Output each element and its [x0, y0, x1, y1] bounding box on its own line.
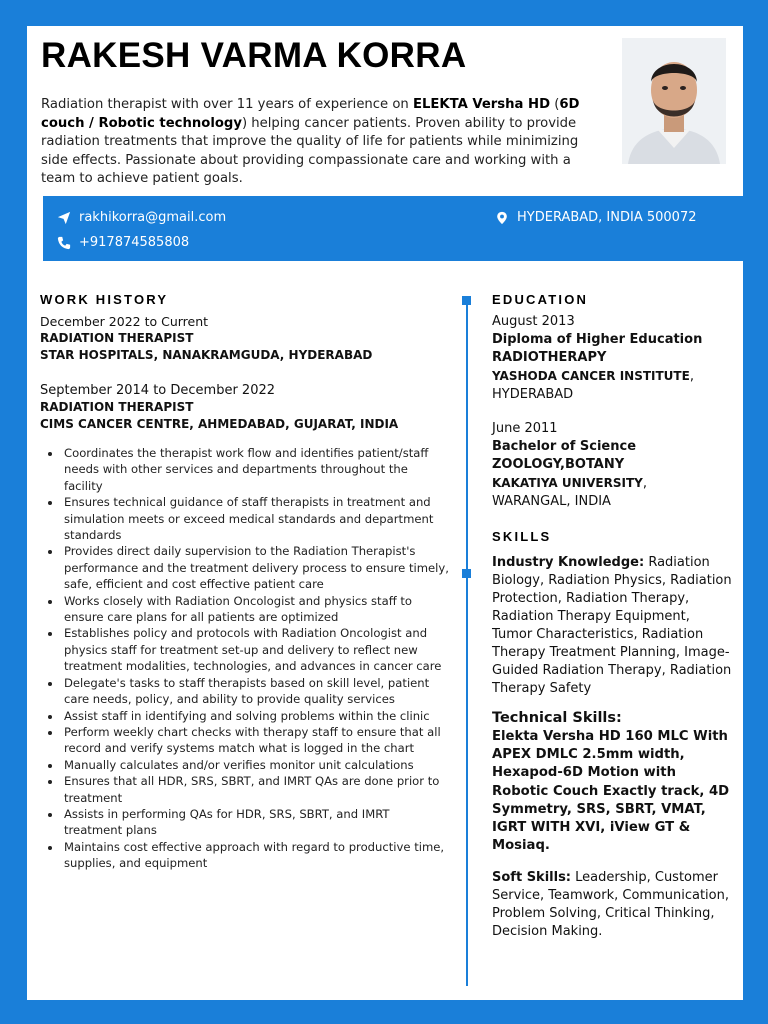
- education-date: June 2011: [492, 421, 558, 436]
- soft-skills: [492, 869, 732, 941]
- technical-skills-text: Elekta Versha HD 160 MLC With APEX DMLC 2.5mm width, Hexapod-6D Motion with Robotic Couch Exactly track, 4D Symmetry, SRS, SBRT, VMAT, IGRT WITH XVI, iView GT & Mosiaq.: [492, 729, 730, 854]
- email-text: rakhikorra@gmail.com: [79, 210, 227, 225]
- list-item: • Delegate's tasks to staff therapists based on skill level, patient care needs, policy, and ability to provide quality services: [62, 675, 450, 708]
- contact-bar: [43, 196, 743, 261]
- profile-photo: [622, 38, 726, 164]
- summary-text: ) helping cancer patients. Proven ability to provide radiation treatments that improve the quality of life for patients while minimizing side effects. Passionate about providing compassionate care and working with a team to achieve patient goals.: [41, 115, 579, 186]
- phone-text: +917874585808: [79, 235, 190, 250]
- education-date: August 2013: [492, 314, 575, 329]
- contact-email[interactable]: [57, 210, 226, 225]
- technical-skills-heading: Technical Skills:: [492, 710, 622, 726]
- education-school: KAKATIYA UNIVERSITY: [492, 476, 643, 490]
- list-item: • Provides direct daily supervision to the Radiation Therapist's performance and the treatment delivery process to ensure timely, safe, efficient and cost effective patient care: [62, 543, 450, 592]
- right-column: [492, 292, 732, 941]
- education-school-line: [492, 367, 732, 386]
- job-role: RADIATION THERAPIST: [40, 400, 194, 414]
- education-field: ZOOLOGY,BOTANY: [492, 457, 625, 472]
- education-degree: Diploma of Higher Education: [492, 332, 703, 347]
- contact-phone[interactable]: [57, 235, 189, 250]
- job-dates: December 2022 to Current: [40, 314, 209, 329]
- list-item: • Establishes policy and protocols with Radiation Oncologist and physics staff for treatment set-up and delivery to reflect new treatment modalities, technologies, and advances in cancer care: [62, 625, 450, 674]
- education-field: RADIOTHERAPY: [492, 350, 607, 365]
- job-duties-list: [40, 445, 450, 872]
- resume-page: [27, 26, 743, 1000]
- job-role: RADIATION THERAPIST: [40, 331, 194, 345]
- list-item: • Maintains cost effective approach with regard to productive time, supplies, and equipment: [62, 839, 450, 872]
- education-school: YASHODA CANCER INSTITUTE: [492, 369, 690, 383]
- resume-header: [27, 26, 743, 194]
- summary-highlight: 6D couch / Robotic technology: [41, 97, 580, 131]
- section-title: SKILLS: [492, 529, 552, 544]
- skill-text: Radiation Biology, Radiation Physics, Radiation Protection, Radiation Therapy, Radiation Therapy Equipment, Tumor Characteristics, Radiation Therapy Treatment Planning, Image-Guided Radiation Therapy, Radiation Therapy Safety: [492, 555, 732, 696]
- school-suffix: ,: [642, 476, 647, 491]
- industry-knowledge: [492, 554, 732, 698]
- skill-label: Industry Knowledge:: [492, 555, 645, 570]
- summary-text: Radiation therapist with over 11 years of experience on: [41, 97, 413, 112]
- skill-text: Leadership, Customer Service, Teamwork, Communication, Problem Solving, Critical Thinking, Decision Making.: [492, 870, 729, 940]
- education-school-line: [492, 474, 732, 493]
- list-item: • Assist staff in identifying and solving problems within the clinic: [62, 708, 450, 724]
- professional-summary: [41, 96, 581, 189]
- profile-photo-illustration: [622, 38, 726, 164]
- education-location: HYDERABAD: [492, 387, 574, 402]
- location-text: HYDERABAD, INDIA 500072: [517, 210, 697, 225]
- education-degree: Bachelor of Science: [492, 439, 637, 454]
- contact-location: [495, 210, 696, 225]
- summary-highlight: ELEKTA Versha HD: [412, 97, 551, 112]
- section-title: EDUCATION: [492, 292, 589, 307]
- candidate-name: RAKESH VARMA KORRA: [41, 36, 467, 75]
- job-employer: CIMS CANCER CENTRE, AHMEDABAD, GUJARAT, INDIA: [40, 417, 399, 431]
- education-location: WARANGAL, INDIA: [492, 494, 611, 509]
- list-item: • Assists in performing QAs for HDR, SRS, SBRT, and IMRT treatment plans: [62, 806, 450, 839]
- list-item: • Ensures technical guidance of staff therapists in treatment and simulation meets or exceed medical standards and department standards: [62, 494, 450, 543]
- education-entry: [492, 420, 732, 511]
- list-item: • Coordinates the therapist work flow and identifies patient/staff needs with other services and departments throughout the facility: [62, 445, 450, 494]
- list-item: • Perform weekly chart checks with therapy staff to ensure that all record and verify systems match what is logged in the chart: [62, 724, 450, 757]
- list-item: • Manually calculates and/or verifies monitor unit calculations: [62, 757, 450, 773]
- list-item: • Ensures that all HDR, SRS, SBRT, and IMRT QAs are done prior to treatment: [62, 773, 450, 806]
- location-pin-icon: [495, 211, 509, 225]
- education-entry: [492, 313, 732, 404]
- send-icon: [57, 211, 71, 225]
- skill-label: Soft Skills:: [492, 870, 572, 886]
- phone-icon: [57, 236, 71, 250]
- section-title: WORK HISTORY: [40, 292, 169, 307]
- job-employer: STAR HOSPITALS, NANAKRAMGUDA, HYDERABAD: [40, 348, 373, 362]
- work-history-section: [40, 292, 450, 872]
- school-suffix: ,: [689, 369, 694, 384]
- summary-text: (: [550, 97, 560, 112]
- divider-marker: [462, 296, 471, 305]
- job-dates: September 2014 to December 2022: [40, 383, 276, 398]
- column-divider: [466, 296, 468, 986]
- divider-marker: [462, 569, 471, 578]
- job-entry: [40, 313, 450, 364]
- job-entry: [40, 382, 450, 433]
- list-item: • Works closely with Radiation Oncologist and physics staff to ensure care plans for all patients are optimized: [62, 593, 450, 626]
